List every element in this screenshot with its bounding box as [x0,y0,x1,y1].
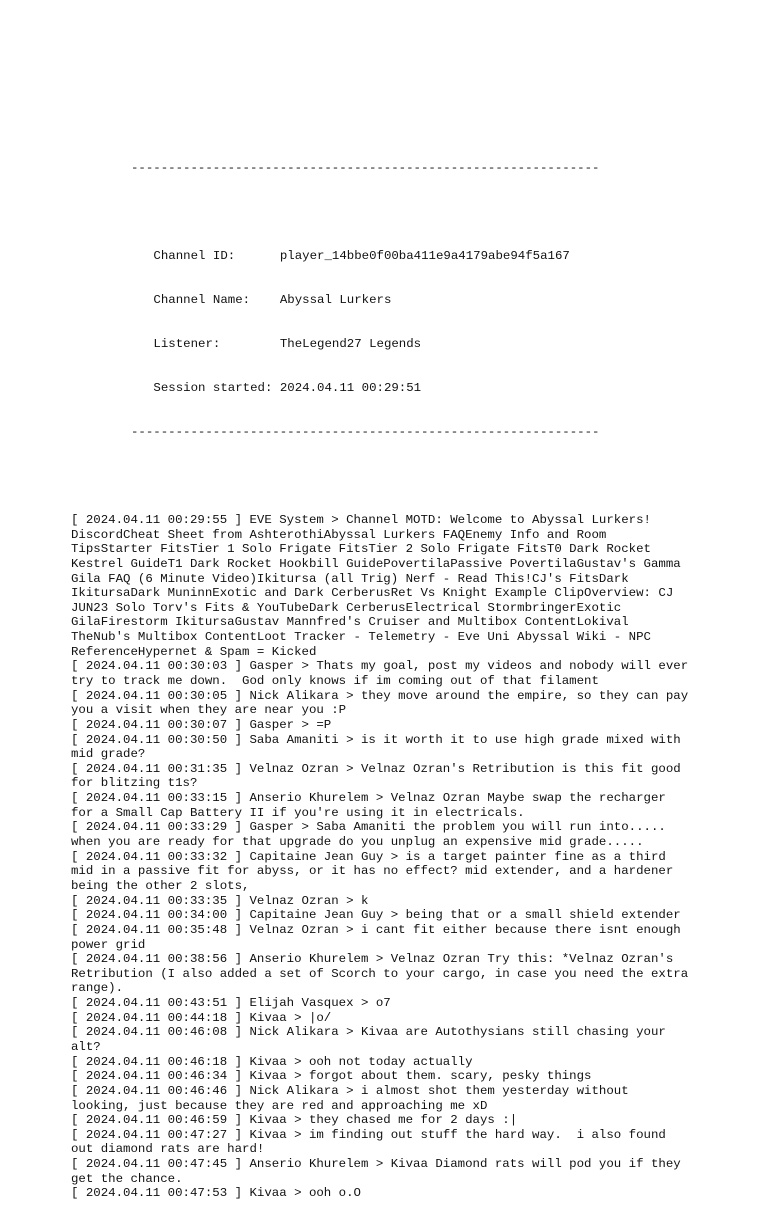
log-line: [ 2024.04.11 00:46:59 ] Kivaa > they chased me for 2 days :| [71,1113,518,1128]
log-line: alt? [71,1040,101,1054]
log-line: GilaFirestorm IkitursaGustav Mannfred's Cruiser and Multibox ContentLokival [71,615,629,630]
log-line: Retribution (I also added a set of Scorch to your cargo, in case you need the extra [71,966,689,981]
header-rule-top: --------------------------------------------------------------- [131,161,600,176]
log-line: when you are ready for that upgrade do you unplug an expensive mid grade..... [71,835,644,850]
chat-log-document [71,132,711,1216]
log-line: [ 2024.04.11 00:34:00 ] Capitaine Jean Guy > being that or a small shield extender [71,908,681,923]
log-line: [ 2024.04.11 00:30:50 ] Saba Amaniti > is it worth it to use high grade mixed with [71,732,681,747]
log-line: for blitzing t1s? [71,776,198,791]
log-line: [ 2024.04.11 00:47:27 ] Kivaa > im finding out stuff the hard way. i also found [71,1127,666,1142]
log-line: get the chance. [71,1171,183,1186]
channel-id: Channel ID: player_14bbe0f00ba411e9a4179abe94f5a167 [146,249,570,264]
log-line: [ 2024.04.11 00:30:07 ] Gasper > =P [71,717,332,732]
log-line: mid in a passive fit for abyss, or it has no effect? mid extender, and a hardener [71,864,674,879]
chat-log-lines [71,513,711,1201]
log-line: [ 2024.04.11 00:43:51 ] Elijah Vasquex > o7 [71,996,391,1011]
log-line: [ 2024.04.11 00:30:05 ] Nick Alikara > they move around the empire, so they can pay [71,688,689,703]
log-line: [ 2024.04.11 00:33:35 ] Velnaz Ozran > k [71,893,369,908]
log-line: DiscordCheat Sheet from AshterothiAbyssal Lurkers FAQEnemy Info and Room [71,527,607,542]
listener: Listener: TheLegend27 Legends [146,337,422,352]
log-line: you a visit when they are near you :P [71,703,347,718]
log-line: [ 2024.04.11 00:46:46 ] Nick Alikara > i almost shot them yesterday without [71,1083,629,1098]
log-line: [ 2024.04.11 00:33:32 ] Capitaine Jean Guy > is a target painter fine as a third [71,849,666,864]
log-line: [ 2024.04.11 00:35:48 ] Velnaz Ozran > i cant fit either because there isnt enough [71,922,681,937]
log-line: Kestrel GuideT1 Dark Rocket Hookbill GuidePovertilaPassive PovertilaGustav's Gamma [71,556,681,571]
log-line: out diamond rats are hard! [71,1142,265,1157]
body-spacer [71,469,711,484]
log-line: power grid [71,937,146,952]
log-line: range). [71,981,124,996]
session-started: Session started: 2024.04.11 00:29:51 [146,381,422,396]
log-line: TipsStarter FitsTier 1 Solo Frigate FitsTier 2 Solo Frigate FitsT0 Dark Rocket [71,542,651,557]
log-line: [ 2024.04.11 00:46:34 ] Kivaa > forgot about them. scary, pesky things [71,1069,592,1084]
header-rule-bottom: --------------------------------------------------------------- [131,425,600,440]
log-line: [ 2024.04.11 00:44:18 ] Kivaa > |o/ [71,1010,332,1025]
log-line: [ 2024.04.11 00:33:29 ] Gasper > Saba Amaniti the problem you will run into..... [71,820,666,835]
log-line: TheNub's Multibox ContentLoot Tracker - Telemetry - Eve Uni Abyssal Wiki - NPC [71,630,651,645]
log-line: [ 2024.04.11 00:47:45 ] Anserio Khurelem > Kivaa Diamond rats will pod you if they [71,1157,681,1172]
log-line: [ 2024.04.11 00:46:08 ] Nick Alikara > Kivaa are Autothysians still chasing your [71,1025,666,1040]
log-line: being the other 2 slots, [71,878,250,893]
log-line: Gila FAQ (6 Minute Video)Ikitursa (all Trig) Nerf - Read This!CJ's FitsDark [71,571,629,586]
log-line: [ 2024.04.11 00:30:03 ] Gasper > Thats my goal, post my videos and nobody will ever [71,659,689,674]
log-line: [ 2024.04.11 00:31:35 ] Velnaz Ozran > Velnaz Ozran's Retribution is this fit good [71,761,681,776]
log-line: [ 2024.04.11 00:47:53 ] Kivaa > ooh o.O [71,1186,361,1201]
log-line: [ 2024.04.11 00:29:55 ] EVE System > Channel MOTD: Welcome to Abyssal Lurkers! [71,512,651,527]
header-spacer [71,205,711,220]
log-line: mid grade? [71,747,146,762]
log-line: [ 2024.04.11 00:38:56 ] Anserio Khurelem > Velnaz Ozran Try this: *Velnaz Ozran's [71,952,674,967]
log-line: IkitursaDark MuninnExotic and Dark CerberusRet Vs Knight Example ClipOverview: CJ [71,586,674,601]
log-line: try to track me down. God only knows if im coming out of that filament [71,673,599,688]
log-line: looking, just because they are red and approaching me xD [71,1098,488,1113]
log-line: for a Small Cap Battery II if you're using it in electricals. [71,805,525,820]
log-line: [ 2024.04.11 00:46:18 ] Kivaa > ooh not today actually [71,1054,473,1069]
log-line: [ 2024.04.11 00:33:15 ] Anserio Khurelem > Velnaz Ozran Maybe swap the recharger [71,791,666,806]
channel-name: Channel Name: Abyssal Lurkers [146,293,392,308]
log-line: JUN23 Solo Torv's Fits & YouTubeDark CerberusElectrical StormbringerExotic [71,600,622,615]
log-line: ReferenceHypernet & Spam = Kicked [71,644,317,659]
